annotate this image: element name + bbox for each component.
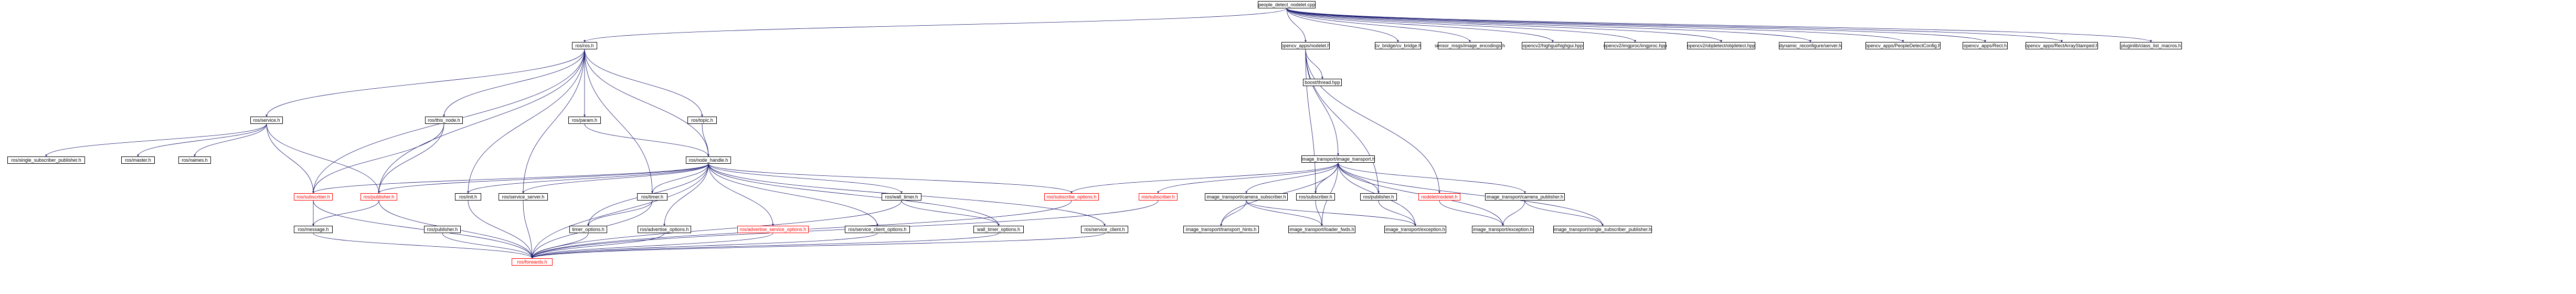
graph-node[interactable]: wall_timer_options.h xyxy=(973,226,1024,233)
graph-edge xyxy=(195,124,267,156)
graph-node[interactable]: dynamic_reconfigure/server.h xyxy=(1779,42,1842,49)
graph-edge xyxy=(1158,163,1338,193)
graph-node[interactable]: people_detect_nodelet.cpp xyxy=(1258,1,1316,8)
graph-node[interactable]: ros/topic.h xyxy=(687,117,717,124)
graph-node[interactable]: ros/subscriber.h xyxy=(1296,193,1335,201)
graph-node[interactable]: image_transport/camera_publisher.h xyxy=(1485,193,1565,201)
graph-edge xyxy=(468,164,708,193)
graph-edge xyxy=(379,49,585,193)
graph-edge xyxy=(588,201,652,226)
graph-node[interactable]: opencv2/highgui/highgui.hpp xyxy=(1522,42,1584,49)
graph-edge xyxy=(1306,49,1316,193)
graph-node[interactable]: boost/thread.hpp xyxy=(1303,79,1342,86)
graph-node[interactable]: ros/timer.h xyxy=(637,193,667,201)
graph-edge xyxy=(1316,163,1338,193)
graph-edge xyxy=(708,164,773,226)
graph-edge xyxy=(708,164,1072,193)
graph-node[interactable]: opencv_apps/nodelet.h xyxy=(1281,42,1330,49)
graph-node[interactable]: cv_bridge/cv_bridge.h xyxy=(1375,42,1421,49)
graph-edge xyxy=(1525,201,1603,226)
graph-node[interactable]: ros/subscriber.h xyxy=(1139,193,1178,201)
graph-node[interactable]: ros/publisher.h xyxy=(424,226,461,233)
graph-edge xyxy=(902,201,999,226)
graph-edge xyxy=(708,164,999,226)
graph-edge xyxy=(1246,201,1415,226)
graph-node[interactable]: image_transport/transport_hints.h xyxy=(1183,226,1259,233)
graph-edge xyxy=(523,201,532,258)
graph-node[interactable]: timer_options.h xyxy=(569,226,607,233)
graph-edge xyxy=(532,233,1105,258)
graph-node[interactable]: ros/subscribe_options.h xyxy=(1044,193,1099,201)
graph-edge xyxy=(267,124,379,193)
graph-edge xyxy=(532,233,877,258)
graph-edge xyxy=(585,8,1287,42)
graph-edge xyxy=(313,164,708,193)
graph-node[interactable]: sensor_msgs/image_encodings.h xyxy=(1438,42,1502,49)
graph-edge xyxy=(1287,8,1985,42)
graph-node[interactable]: image_transport/camera_subscriber.h xyxy=(1205,193,1288,201)
graph-node[interactable]: image_transport/exception.h xyxy=(1384,226,1446,233)
graph-node[interactable]: ros/publisher.h xyxy=(361,193,397,201)
graph-edge xyxy=(313,201,532,258)
graph-edge xyxy=(532,233,999,258)
graph-edge xyxy=(652,164,708,193)
graph-node[interactable]: ros/ros.h xyxy=(572,42,597,49)
graph-edge xyxy=(1287,8,1635,42)
graph-node[interactable]: opencv_apps/Rect.h xyxy=(1963,42,2008,49)
graph-node[interactable]: opencv_apps/PeopleDetectConfig.h xyxy=(1865,42,1941,49)
graph-edge xyxy=(532,233,664,258)
graph-node[interactable]: ros/single_subscriber_publisher.h xyxy=(7,156,85,164)
graph-edge xyxy=(46,124,267,156)
graph-edge xyxy=(313,124,444,193)
graph-edge xyxy=(1503,201,1525,226)
graph-node[interactable]: ros/service_server.h xyxy=(499,193,548,201)
graph-node[interactable]: ros/publisher.h xyxy=(1360,193,1397,201)
graph-node[interactable]: ros/forwards.h xyxy=(512,258,553,266)
graph-edge xyxy=(444,49,585,117)
graph-edge xyxy=(664,164,708,226)
graph-edge xyxy=(1287,8,1470,42)
graph-node[interactable]: opencv2/imgproc/imgproc.hpp xyxy=(1604,42,1666,49)
graph-edge xyxy=(138,124,267,156)
graph-edge xyxy=(708,164,877,226)
graph-edge xyxy=(532,164,708,258)
graph-edge xyxy=(379,124,444,193)
graph-edge xyxy=(1287,8,2062,42)
graph-edge xyxy=(1316,201,1322,226)
graph-edge xyxy=(1287,8,1810,42)
graph-edge xyxy=(379,164,708,193)
graph-node[interactable]: opencv2/objdetect/objdetect.hpp xyxy=(1687,42,1755,49)
graph-edge xyxy=(702,124,708,156)
graph-edge xyxy=(1338,163,1379,193)
graph-edge xyxy=(1221,201,1246,226)
graph-node[interactable]: image_transport/exception.h xyxy=(1472,226,1534,233)
graph-node[interactable]: nodelet/nodelet.h xyxy=(1418,193,1460,201)
graph-node[interactable]: ros/service_client.h xyxy=(1081,226,1128,233)
graph-node[interactable]: ros/this_node.h xyxy=(425,117,463,124)
graph-edge xyxy=(1439,201,1503,226)
graph-edge xyxy=(708,164,902,193)
graph-edge xyxy=(468,49,585,193)
graph-edge xyxy=(1287,8,1398,42)
graph-node[interactable]: ros/wall_timer.h xyxy=(882,193,921,201)
graph-edge xyxy=(1306,49,1322,79)
graph-edge xyxy=(1287,8,1721,42)
graph-edge xyxy=(1287,8,1306,42)
graph-node[interactable]: ros/subscriber.h xyxy=(294,193,333,201)
graph-edge xyxy=(468,201,532,258)
graph-edge xyxy=(585,49,708,156)
graph-node[interactable]: pluginlib/class_list_macros.h xyxy=(2120,42,2182,49)
graph-edge xyxy=(1072,163,1338,193)
graph-edge xyxy=(532,233,773,258)
graph-edge xyxy=(313,233,532,258)
graph-edge xyxy=(267,124,313,193)
graph-edge xyxy=(1379,201,1415,226)
graph-node[interactable]: image_transport/single_subscriber_publisher.h xyxy=(1553,226,1652,233)
graph-edge xyxy=(585,124,708,156)
graph-node[interactable]: ros/message.h xyxy=(294,226,333,233)
graph-edge xyxy=(1306,49,1338,155)
graph-node[interactable]: ros/service.h xyxy=(250,117,283,124)
graph-node[interactable]: ros/master.h xyxy=(121,156,155,164)
graph-node[interactable]: ros/service_client_options.h xyxy=(845,226,910,233)
graph-node[interactable]: ros/advertise_service_options.h xyxy=(737,226,809,233)
graph-node[interactable]: ros/advertise_options.h xyxy=(638,226,691,233)
graph-edge xyxy=(442,233,532,258)
graph-edge xyxy=(1287,8,2151,42)
graph-node[interactable]: image_transport/image_transport.h xyxy=(1301,155,1375,163)
graph-edge xyxy=(1287,8,1903,42)
graph-edge xyxy=(1287,8,1553,42)
graph-edge xyxy=(1338,163,1525,193)
graph-edge xyxy=(1246,163,1338,193)
graph-edge xyxy=(313,201,379,226)
graph-node[interactable]: ros/param.h xyxy=(568,117,601,124)
graph-node[interactable]: ros/node_handle.h xyxy=(686,156,731,164)
graph-edge xyxy=(1306,49,1439,193)
graph-edge xyxy=(1306,49,1379,193)
graph-node[interactable]: ros/names.h xyxy=(178,156,211,164)
graph-edge xyxy=(523,164,708,193)
graph-node[interactable]: opencv_apps/RectArrayStamped.h xyxy=(2026,42,2098,49)
graph-edge xyxy=(532,233,588,258)
graph-node[interactable]: image_transport/loader_fwds.h xyxy=(1288,226,1355,233)
graph-edge xyxy=(267,49,585,117)
graph-node[interactable]: ros/init.h xyxy=(455,193,481,201)
graph-edge xyxy=(1246,201,1322,226)
graph-edge xyxy=(585,49,702,117)
